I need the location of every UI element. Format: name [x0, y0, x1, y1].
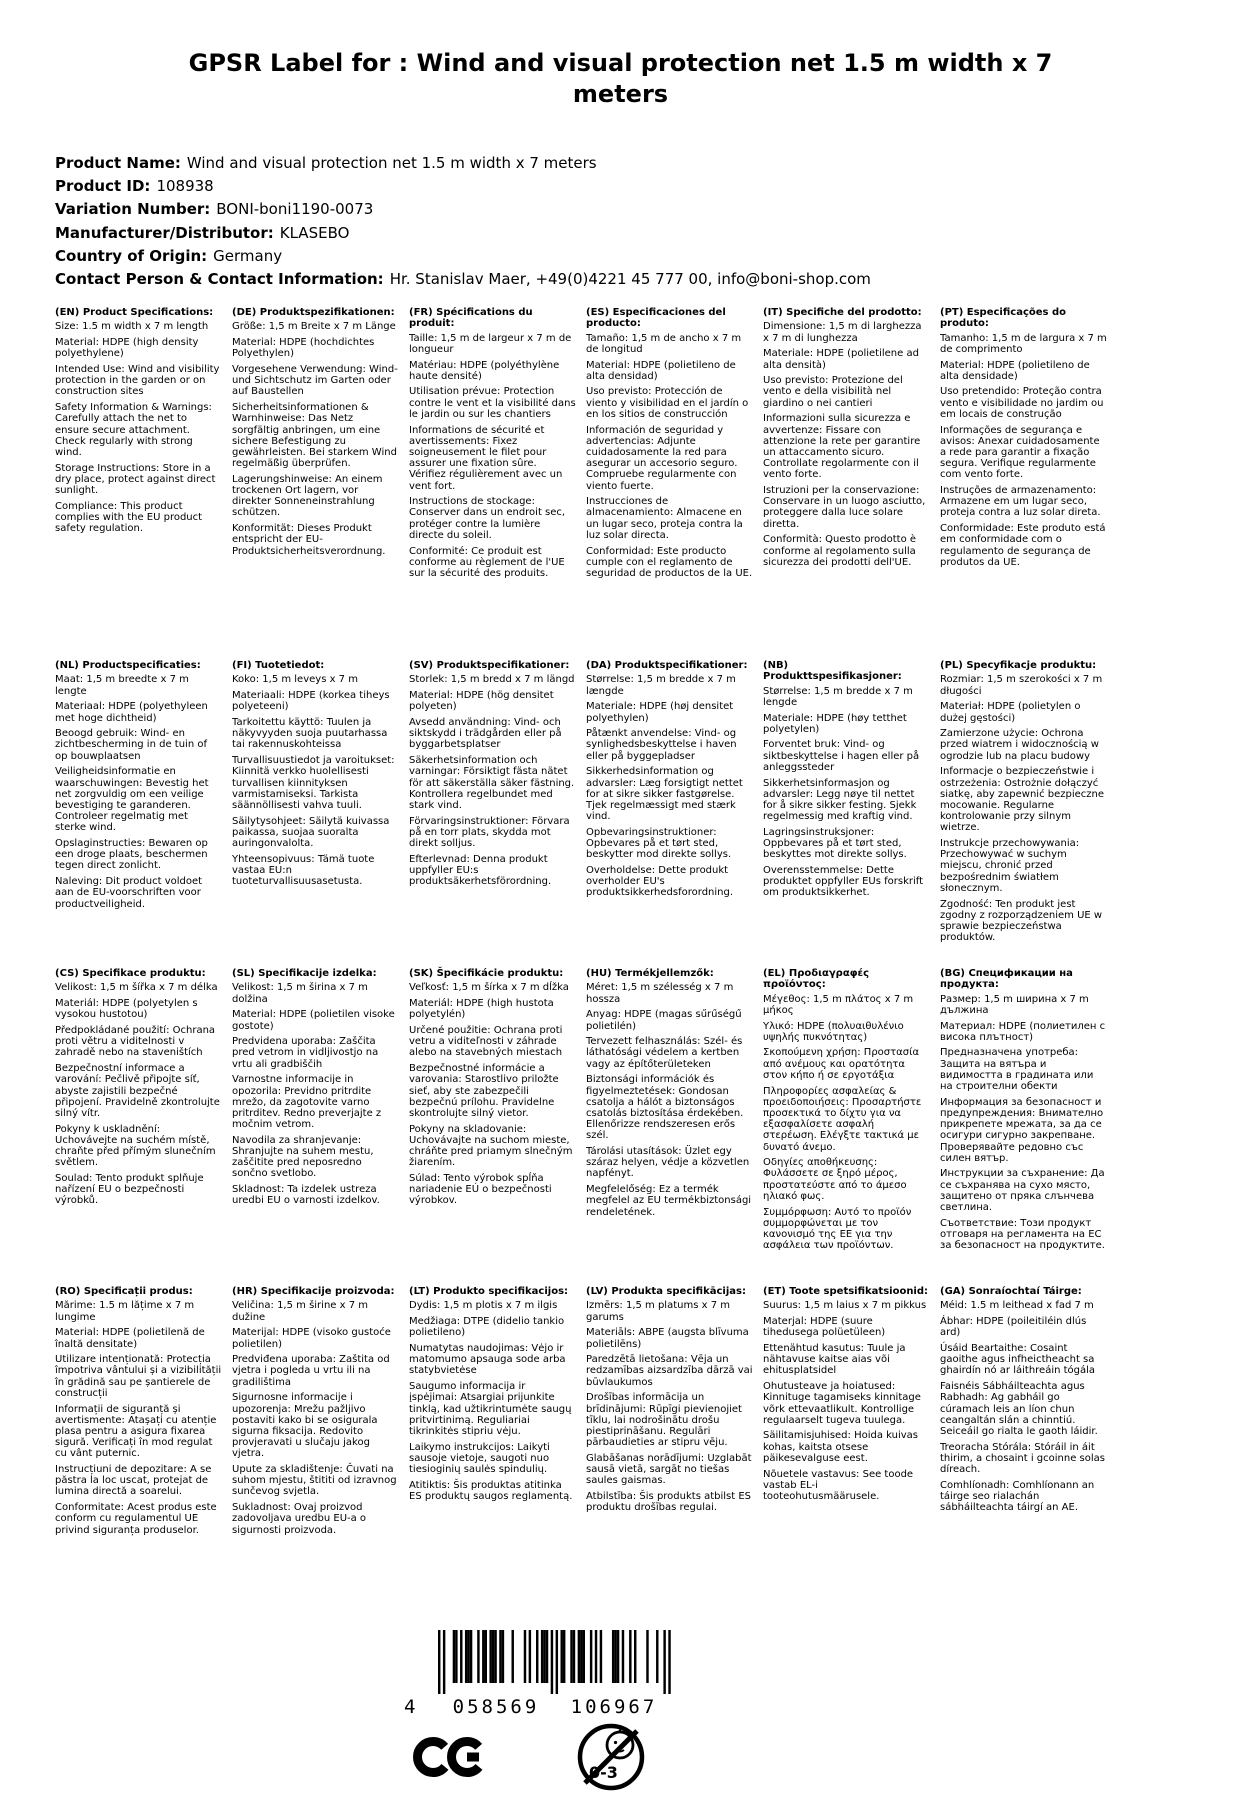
section-heading: (FR) Spécifications du produit:	[409, 307, 533, 330]
country-of-origin-row	[55, 245, 1241, 268]
section-paragraph: Υλικό: HDPE (πολυαιθυλένιο υψηλής πυκνότητας)	[763, 1020, 904, 1043]
section-paragraph: Treoracha Stórála: Stóráil in áit thirim, a chosaint i gcoinne solas díreach.	[940, 1441, 1105, 1476]
section-paragraph: Nõuetele vastavus: See toode vastab EL-i tooteohutusmäärusele.	[763, 1468, 914, 1502]
language-section-bg	[940, 968, 1107, 1286]
section-paragraph: Anyag: HDPE (magas sűrűségű polietilén)	[586, 1009, 742, 1032]
section-paragraph: Lagringsinstruksjoner: Oppbevares på et tørt sted, beskyttes mot direkte sollys.	[763, 826, 907, 861]
section-paragraph: Sicherheitsinformationen & Warnhinweise: Das Netz sorgfältig anbringen, um eine sichere Befestigung zu gewährleisten. Bei starkem Wind regelmäßig überprüfen.	[232, 402, 397, 470]
language-section-sv	[409, 660, 576, 968]
section-paragraph: Skladnost: Ta izdelek ustreza uredbi EU o varnosti izdelkov.	[232, 1184, 380, 1207]
ean13-barcode	[390, 1630, 690, 1720]
section-paragraph: Materijal: HDPE (visoko gustoće polietilen)	[232, 1327, 391, 1350]
language-section-sl	[232, 968, 399, 1286]
section-paragraph: Predvidena uporaba: Zaščita pred vetrom in vidljivostjo na vrtu ali gradbiščih	[232, 1036, 379, 1070]
language-section-de	[232, 307, 399, 660]
section-paragraph: Uso previsto: Protección de viento y visibilidad en el jardín o en los sitios de construcción	[586, 386, 749, 420]
barcode-group2: 106967	[570, 1696, 658, 1718]
section-paragraph: Tamaño: 1,5 m de ancho x 7 m de longitud	[586, 332, 742, 355]
section-paragraph: Conformidad: Este producto cumple con el reglamento de seguridad de productos de la UE.	[586, 545, 753, 579]
section-paragraph: Maat: 1,5 m breedte x 7 m lengte	[55, 674, 189, 697]
section-paragraph: Veličina: 1,5 m širine x 7 m dužine	[232, 1300, 368, 1323]
language-section-ga	[940, 1286, 1107, 1540]
section-paragraph: Laikymo instrukcijos: Laikyti sausoje vietoje, saugoti nuo tiesioginių saulės spindulių.	[409, 1441, 550, 1476]
language-section-ro	[55, 1286, 222, 1540]
section-paragraph: Paredzētā lietošana: Vēja un redzamības aizsardzība dārzā vai būvlaukumos	[586, 1354, 753, 1388]
language-section-it	[763, 307, 930, 660]
section-paragraph: Atitiktis: Šis produktas atitinka ES produktų saugos reglamentą.	[409, 1479, 573, 1502]
section-paragraph: Materiał: HDPE (polietylen o dużej gęstości)	[940, 701, 1081, 724]
section-paragraph: Πληροφορίες ασφαλείας & προειδοποιήσεις: Προσαρτήστε προσεκτικά το δίχτυ για να εξασφαλίσετε ασφαλή στερέωση. Ελέγξτε τακτικά με δυνατό άνεμο.	[763, 1085, 922, 1153]
section-paragraph: Intended Use: Wind and visibility protection in the garden or on construction sites	[55, 364, 220, 398]
section-paragraph: Méid: 1.5 m leithead x fad 7 m	[940, 1300, 1094, 1312]
language-section-pt	[940, 307, 1107, 660]
section-paragraph: Σκοπούμενη χρήση: Προστασία από ανέμους και ορατότητα στον κήπο ή σε εργοτάξια	[763, 1047, 920, 1081]
section-heading: (NL) Productspecificaties:	[55, 660, 201, 672]
section-paragraph: Conformidade: Este produto está em conformidade com o regulamento de segurança de produtos da UE.	[940, 523, 1106, 568]
section-paragraph: Инструкции за съхранение: Да се съхранява на сухо място, защитено от пряка слънчева светлина.	[940, 1168, 1105, 1214]
country-of-origin-value: Germany	[213, 246, 283, 265]
section-heading: (HU) Termékjellemzők:	[586, 968, 714, 980]
section-heading: (SK) Špecifikácie produktu:	[409, 968, 564, 980]
language-section-nl	[55, 660, 222, 968]
barcode-left-digit: 4	[404, 1696, 416, 1718]
variation-number-label: Variation Number:	[55, 200, 211, 219]
section-paragraph: Conformité: Ce produit est conforme au règlement de l'UE sur la sécurité des produits.	[409, 545, 565, 579]
section-paragraph: Overensstemmelse: Dette produktet oppfyller EUs forskrift om produktsikkerhet.	[763, 864, 924, 899]
product-id-value: 108938	[156, 177, 214, 196]
language-section-nb	[763, 660, 930, 968]
manufacturer-label: Manufacturer/Distributor:	[55, 223, 274, 242]
section-heading: (SL) Specifikacije izdelka:	[232, 968, 377, 980]
section-paragraph: Comhlíonadh: Comhlíonann an táirge seo rialachán sábháilteachta táirgí an AE.	[940, 1479, 1095, 1514]
section-paragraph: Megfelelőség: Ez a termék megfelel az EU termékbiztonsági rendeletének.	[586, 1184, 752, 1218]
language-section-el	[763, 968, 930, 1286]
section-paragraph: Størrelse: 1,5 m bredde x 7 m længde	[586, 674, 736, 697]
section-paragraph: Информация за безопасност и предупреждения: Внимателно прикрепете мрежата, за да се осигури сигурно закрепване. Проверявайте редовно със силен вятър.	[940, 1096, 1104, 1164]
section-paragraph: Conformitate: Acest produs este conform cu regulamentul UE privind siguranța produselor.	[55, 1502, 217, 1536]
section-heading: (FI) Tuotetiedot:	[232, 660, 325, 672]
section-paragraph: Tárolási utasítások: Üzlet egy száraz helyen, védje a közvetlen napfényt.	[586, 1146, 750, 1180]
page-title: GPSR Label for : Wind and visual protection net 1.5 m width x 7 meters	[188, 49, 1053, 108]
section-heading: (NB) Produkttspesifikasjoner:	[763, 660, 902, 683]
language-section-fi	[232, 660, 399, 968]
contact-row	[55, 268, 1241, 291]
barcode-group1: 058569	[452, 1696, 540, 1718]
section-paragraph: Påtænkt anvendelse: Vind- og synlighedsbeskyttelse i haven eller på byggepladser	[586, 728, 737, 762]
section-paragraph: Materiale: HDPE (høj densitet polyethylen)	[586, 701, 734, 724]
section-paragraph: Ohutusteave ja hoiatused: Kinnituge tagamiseks kinnitage võrk ettevaatlikult. Kontrollige regulaarselt tugeva tuulega.	[763, 1381, 921, 1426]
language-section-pl	[940, 660, 1107, 968]
age-warning-0-3-icon	[574, 1714, 648, 1794]
section-paragraph: Materjal: HDPE (suure tihedusega polüetüleen)	[763, 1316, 886, 1339]
section-paragraph: Материал: HDPE (полиетилен с висока плътност)	[940, 1020, 1106, 1043]
language-section-lt	[409, 1286, 576, 1540]
section-paragraph: Dimensione: 1,5 m di larghezza x 7 m di lunghezza	[763, 321, 922, 344]
section-heading: (HR) Specifikacije proizvoda:	[232, 1286, 395, 1298]
section-paragraph: Materiaal: HDPE (polyethyleen met hoge dichtheid)	[55, 701, 208, 724]
section-paragraph: Συμμόρφωση: Αυτό το προϊόν συμμορφώνεται με τον κανονισμό της ΕΕ για την ασφάλεια των προϊόντων.	[763, 1206, 912, 1252]
section-paragraph: Naleving: Dit product voldoet aan de EU-voorschriften voor productveiligheid.	[55, 876, 203, 910]
section-paragraph: Bezpečnostní informace a varování: Pečlivě připojte síť, abyste zajistili bezpečné připojení. Pravidelně zkontrolujte silný vítr.	[55, 1063, 220, 1119]
section-heading: (LT) Produkto specifikacijos:	[409, 1286, 569, 1298]
section-paragraph: Conformità: Questo prodotto è conforme al regolamento sulla sicurezza dei prodotti dell'UE.	[763, 534, 917, 568]
section-heading: (IT) Specifiche del prodotto:	[763, 307, 922, 319]
section-paragraph: Faisnéis Sábháilteachta agus Rabhadh: Ag gabháil go cúramach leis an líon chun ceangaltán slán a chinntiú. Seiceáil go rialta le gaoth láidir.	[940, 1381, 1098, 1437]
section-paragraph: Material: HDPE (hög densitet polyeten)	[409, 690, 554, 713]
section-paragraph: Material: HDPE (polietilenă de înaltă densitate)	[55, 1327, 205, 1350]
section-paragraph: Veľkosť: 1,5 m šírka x 7 m dĺžka	[409, 982, 569, 994]
section-paragraph: Avsedd användning: Vind- och siktskydd i trädgården eller på byggarbetsplatser	[409, 717, 562, 751]
section-paragraph: Informacje o bezpieczeństwie i ostrzeżenia: Ostrożnie dołączyć siatkę, aby zapewnić bezpieczne mocowanie. Regularne kontrolowanie przy silnym wietrze.	[940, 766, 1105, 834]
product-id-label: Product ID:	[55, 177, 151, 196]
section-paragraph: Méret: 1,5 m szélesség x 7 m hossza	[586, 982, 734, 1005]
language-section-sk	[409, 968, 576, 1286]
section-paragraph: Dydis: 1,5 m plotis x 7 m ilgis	[409, 1300, 558, 1312]
section-paragraph: Størrelse: 1,5 m bredde x 7 m lengde	[763, 685, 913, 708]
section-paragraph: Matériau: HDPE (polyéthylène haute densité)	[409, 359, 560, 382]
product-name-label: Product Name:	[55, 154, 181, 172]
section-paragraph: Predviđena uporaba: Zaštita od vjetra i pogleda u vrtu ili na gradilištima	[232, 1354, 390, 1388]
section-paragraph: Uso previsto: Protezione del vento e della visibilità nel giardino o nei cantieri	[763, 375, 903, 409]
section-paragraph: Upute za skladištenje: Čuvati na suhom mjestu, štititi od izravnog sunčevog svjetla.	[232, 1464, 397, 1498]
section-paragraph: Velikost: 1,5 m šířka x 7 m délka	[55, 982, 218, 994]
section-heading: (PL) Specyfikacje produktu:	[940, 660, 1097, 672]
section-paragraph: Instrucțiuni de depozitare: A se păstra la loc uscat, protejat de lumina directă a soarelui.	[55, 1464, 212, 1498]
language-section-lv	[586, 1286, 753, 1540]
section-paragraph: Glabāšanas norādījumi: Uzglabāt sausā vietā, sargāt no tiešas saules gaismas.	[586, 1452, 752, 1487]
product-name-value: Wind and visual protection net 1.5 m width x 7 meters	[186, 154, 597, 172]
section-heading: (CS) Specifikace produktu:	[55, 968, 206, 980]
section-paragraph: Efterlevnad: Denna produkt uppfyller EU:s produktsäkerhetsförordning.	[409, 853, 552, 888]
section-paragraph: Turvallisuustiedot ja varoitukset: Kiinnitä verkko huolellisesti turvallisen kiinnityksen varmistamiseksi. Tarkista säännöllisesti vahva tuuli.	[232, 755, 395, 811]
section-paragraph: Konformität: Dieses Produkt entspricht der EU-Produktsicherheitsverordnung.	[232, 523, 386, 557]
section-heading: (DE) Produktspezifikationen:	[232, 307, 395, 319]
section-paragraph: Mărime: 1.5 m lățime x 7 m lungime	[55, 1300, 195, 1323]
section-paragraph: Materiaali: HDPE (korkea tiheys polyeteeni)	[232, 690, 390, 713]
section-paragraph: Opslaginstructies: Bewaren op een droge plaats, beschermen tegen direct zonlicht.	[55, 838, 208, 872]
section-paragraph: Size: 1.5 m width x 7 m length	[55, 321, 209, 333]
section-paragraph: Tervezett felhasználás: Szél- és láthatósági védelem a kertben vagy az építőterületeken	[586, 1036, 743, 1070]
language-section-cs	[55, 968, 222, 1286]
section-paragraph: Koko: 1,5 m leveys x 7 m	[232, 674, 358, 686]
section-paragraph: Lagerungshinweise: An einem trockenen Ort lagern, vor direkter Sonneneinstrahlung schützen.	[232, 473, 383, 519]
section-paragraph: Sikkerhetsinformasjon og advarsler: Legg nøye til nettet for å sikre sikker festing. Sjekk regelmessig med kraftig vind.	[763, 777, 917, 823]
section-paragraph: Storage Instructions: Store in a dry place, protect against direct sunlight.	[55, 462, 216, 497]
section-paragraph: Säilitamisjuhised: Hoida kuivas kohas, kaitsta otsese päikesevalguse eest.	[763, 1430, 919, 1464]
section-paragraph: Súlad: Tento výrobok spĺňa nariadenie EÚ o bezpečnosti výrobkov.	[409, 1172, 552, 1207]
section-paragraph: Οδηγίες αποθήκευσης: Φυλάσσετε σε ξηρό μέρος, προστατεύστε από το άμεσο ηλιακό φως.	[763, 1157, 907, 1202]
section-paragraph: Μέγεθος: 1,5 m πλάτος x 7 m μήκος	[763, 993, 914, 1016]
section-heading: (SV) Produktspecifikationer:	[409, 660, 570, 672]
section-paragraph: Informations de sécurité et avertissements: Fixez soigneusement le filet pour assurer une fixation sûre. Vérifiez régulièrement avec un vent fort.	[409, 424, 563, 492]
section-paragraph: Sikkerhedsinformation og advarsler: Læg forsigtigt nettet for at sikre sikker fastgørelse. Tjek regelmæssigt med stærk vind.	[586, 766, 743, 823]
section-paragraph: Utilisation prévue: Protection contre le vent et la visibilité dans le jardin ou sur les chantiers	[409, 386, 576, 420]
section-paragraph: Material: HDPE (hochdichtes Polyethylen)	[232, 337, 375, 360]
section-paragraph: Soulad: Tento produkt splňuje nařízení EU o bezpečnosti výrobků.	[55, 1172, 204, 1207]
product-name-row	[55, 152, 1241, 175]
section-paragraph: Veiligheidsinformatie en waarschuwingen: Bevestig het net zorgvuldig om een veilige bevestiging te garanderen. Controleer regelmatig met sterke wind.	[55, 766, 209, 834]
section-paragraph: Storlek: 1,5 m bredd x 7 m längd	[409, 674, 575, 686]
section-paragraph: Suurus: 1,5 m laius x 7 m pikkus	[763, 1300, 927, 1312]
age-warning-text: 0-3	[589, 1763, 618, 1782]
section-paragraph: Предназначена употреба: Защита на вятъра и видимостта в градината или на строителни обекти	[940, 1047, 1094, 1093]
section-paragraph: Compliance: This product complies with the EU product safety regulation.	[55, 500, 203, 535]
section-paragraph: Materiál: HDPE (high hustota polyetylén)	[409, 998, 554, 1021]
section-heading: (EN) Product Specifications:	[55, 307, 214, 319]
section-paragraph: Instrucciones de almacenamiento: Almacene en un lugar seco, proteja contra la luz solar directa.	[586, 496, 743, 541]
section-paragraph: Instruções de armazenamento: Armazene em um lugar seco, proteja contra a luz solar direta.	[940, 485, 1101, 519]
section-paragraph: Numatytas naudojimas: Vėjo ir matomumo apsauga sode arba statybvietėse	[409, 1343, 566, 1377]
section-paragraph: Předpokládané použití: Ochrana proti větru a viditelnosti v zahradě nebo na staveništích	[55, 1025, 216, 1059]
manufacturer-row	[55, 222, 1241, 245]
section-paragraph: Ettenähtud kasutus: Tuule ja nähtavuse kaitse aias või ehitusplatsidel	[763, 1343, 906, 1377]
section-paragraph: Saugumo informacija ir įspėjimai: Atsargiai prijunkite tinklą, kad užtikrintumėte saugų pritvirtinimą. Reguliariai tikrinkitės stipriu vėju.	[409, 1381, 572, 1437]
section-paragraph: Materiál: HDPE (polyetylen s vysokou hustotou)	[55, 998, 198, 1021]
section-heading: (DA) Produktspecifikationer:	[586, 660, 748, 672]
section-paragraph: Taille: 1,5 m de largeur x 7 m de longueur	[409, 332, 572, 355]
product-info-block	[55, 152, 1241, 291]
variation-number-value: BONI-boni1190-0073	[216, 200, 374, 219]
section-heading: (BG) Спецификации на продукта:	[940, 968, 1073, 991]
ce-mark-icon	[413, 1732, 489, 1782]
section-paragraph: Säilytysohjeet: Säilytä kuivassa paikassa, suojaa suoralta auringonvalolta.	[232, 815, 390, 850]
section-paragraph: Размер: 1,5 m ширина x 7 m дължина	[940, 993, 1089, 1016]
section-paragraph: Съответствие: Този продукт отговаря на регламента на ЕС за безопасност на продуктите.	[940, 1217, 1105, 1252]
section-paragraph: Instructions de stockage: Conserver dans un endroit sec, protéger contre la lumière directe du soleil.	[409, 496, 566, 541]
language-section-et	[763, 1286, 930, 1540]
section-paragraph: Medžiaga: DTPE (didelio tankio polietileno)	[409, 1316, 565, 1339]
language-section-fr	[409, 307, 576, 660]
section-paragraph: Istruzioni per la conservazione: Conservare in un luogo asciutto, proteggere dalla luce solare diretta.	[763, 485, 926, 530]
language-section-en	[55, 307, 222, 660]
language-sections-grid	[55, 307, 1241, 1540]
product-id-row	[55, 175, 1241, 198]
section-paragraph: Biztonsági információk és figyelmeztetések: Gondosan csatolja a hálót a biztonságos csatolás biztosítása érdekében. Ellenőrizze rendszeresen erős szél.	[586, 1074, 744, 1142]
section-paragraph: Forventet bruk: Vind- og siktbeskyttelse i hagen eller på anleggssteder	[763, 739, 920, 773]
section-paragraph: Navodila za shranjevanje: Shranjujte na suhem mestu, zaščitite pred neposredno sončno svetlobo.	[232, 1134, 374, 1180]
section-paragraph: Informații de siguranță și avertismente: Atașați cu atenție plasa pentru a asigura fixarea sigură. Verificați în mod regulat cu vânt puternic.	[55, 1403, 217, 1460]
language-section-es	[586, 307, 753, 660]
section-paragraph: Säkerhetsinformation och varningar: Försiktigt fästa nätet för att säkerställa säker fästning. Kontrollera regelbundet med stark vind.	[409, 755, 575, 811]
language-section-da	[586, 660, 753, 968]
section-paragraph: Atbilstība: Šis produkts atbilst ES produktu drošības regulai.	[586, 1490, 752, 1514]
section-paragraph: Rozmiar: 1,5 m szerokości x 7 m długości	[940, 674, 1103, 697]
section-paragraph: Tamanho: 1,5 m de largura x 7 m de comprimento	[940, 332, 1107, 355]
country-of-origin-label: Country of Origin:	[55, 246, 208, 265]
section-paragraph: Opbevaringsinstruktioner: Opbevares på et tørt sted, beskytter mod direkte sollys.	[586, 826, 732, 861]
section-paragraph: Yhteensopivuus: Tämä tuote vastaa EU:n tuoteturvallisuusasetusta.	[232, 853, 375, 888]
manufacturer-value: KLASEBO	[279, 223, 350, 242]
section-heading: (PT) Especificações do produto:	[940, 307, 1066, 330]
section-paragraph: Instrukcje przechowywania: Przechowywać w suchym miejscu, chronić przed bezpośrednim światłem słonecznym.	[940, 838, 1080, 894]
section-paragraph: Pokyny na skladovanie: Uchovávajte na suchom mieste, chráňte pred priamym slnečným žiarením.	[409, 1123, 573, 1169]
section-paragraph: Förvaringsinstruktioner: Förvara på en torr plats, skydda mot direkt solljus.	[409, 815, 570, 850]
section-paragraph: Sukladnost: Ovaj proizvod zadovoljava uredbu EU-a o sigurnosti proizvoda.	[232, 1502, 367, 1536]
section-paragraph: Utilizare intenționată: Protecția împotriva vântului și a vizibilității în grădină sau pe șantierele de construcții	[55, 1354, 222, 1399]
contact-value: Hr. Stanislav Maer, +49(0)4221 45 777 00, info@boni-shop.com	[389, 270, 871, 289]
section-paragraph: Materiale: HDPE (polietilene ad alta densità)	[763, 348, 919, 371]
section-paragraph: Material: HDPE (high density polyethylene)	[55, 337, 199, 360]
section-paragraph: Vorgesehene Verwendung: Wind- und Sichtschutz im Garten oder auf Baustellen	[232, 364, 398, 398]
section-paragraph: Safety Information & Warnings: Carefully attach the net to ensure secure attachment. Check regularly with strong wind.	[55, 402, 212, 458]
section-paragraph: Tarkoitettu käyttö: Tuulen ja näkyvyyden suoja puutarhassa tai rakennuskohteissa	[232, 717, 388, 751]
section-paragraph: Určené použitie: Ochrana proti vetru a viditeľnosti v záhrade alebo na stavebných miestach	[409, 1025, 563, 1059]
section-paragraph: Sigurnosne informacije i upozorenja: Mrežu pažljivo postaviti kako bi se osigurala sigurna fiksacija. Redovito provjeravati u slučaju jakog vjetra.	[232, 1392, 378, 1460]
contact-label: Contact Person & Contact Information:	[55, 270, 384, 289]
section-paragraph: Velikost: 1,5 m širina x 7 m dolžina	[232, 982, 368, 1005]
section-paragraph: Informazioni sulla sicurezza e avvertenze: Fissare con attenzione la rete per garantire un attaccamento sicuro. Controllate regolarmente con il vento forte.	[763, 413, 921, 481]
section-paragraph: Materiāls: ABPE (augsta blīvuma polietilēns)	[586, 1327, 749, 1350]
section-paragraph: Informações de segurança e avisos: Anexar cuidadosamente a rede para garantir a fixação segura. Verifique regularmente com vento forte.	[940, 424, 1100, 481]
variation-number-row	[55, 198, 1241, 221]
section-paragraph: Material: HDPE (polietileno de alta densidade)	[940, 359, 1090, 382]
section-paragraph: Izmērs: 1,5 m platums x 7 m garums	[586, 1300, 730, 1323]
section-paragraph: Uso pretendido: Proteção contra vento e visibilidade no jardim ou em locais de construção	[940, 386, 1104, 420]
section-heading: (EL) Προδιαγραφές προϊόντος:	[763, 968, 870, 991]
section-paragraph: Zamierzone użycie: Ochrona przed wiatrem i widocznością w ogrodzie lub na placu budowy	[940, 728, 1099, 762]
language-section-hu	[586, 968, 753, 1286]
section-paragraph: Overholdelse: Dette produkt overholder EU's produktsikkerhedsforordning.	[586, 864, 734, 899]
language-section-hr	[232, 1286, 399, 1540]
section-heading: (LV) Produkta specifikācijas:	[586, 1286, 746, 1298]
section-paragraph: Pokyny k uskladnění: Uchovávejte na suchém místě, chraňte před přímým slunečním světlem.	[55, 1123, 216, 1169]
section-paragraph: Materiale: HDPE (høy tetthet polyetylen)	[763, 712, 907, 735]
section-paragraph: Bezpečnostné informácie a varovania: Starostlivo priložte sieť, aby ste zabezpečili bezpečnú prílohu. Pravidelne skontrolujte silný vietor.	[409, 1063, 559, 1119]
section-heading: (ES) Especificaciones del producto:	[586, 307, 726, 330]
section-paragraph: Material: HDPE (polietilen visoke gostote)	[232, 1009, 395, 1032]
section-paragraph: Zgodność: Ten produkt jest zgodny z rozporządzeniem UE w sprawie bezpieczeństwa produktów.	[940, 898, 1103, 944]
barcode-bars	[438, 1630, 671, 1694]
section-heading: (GA) Sonraíochtaí Táirge:	[940, 1286, 1082, 1298]
section-paragraph: Varnostne informacije in opozorila: Previdno pritrdite mrežo, da zagotovite varno pritrditev. Redno preverjajte z močnim vetrom.	[232, 1074, 382, 1131]
section-paragraph: Drošības informācija un brīdinājumi: Rūpīgi pievienojiet tīklu, lai nodrošinātu drošu piestiprināšanu. Regulāri pārbaudieties ar stipru vēju.	[586, 1392, 742, 1449]
section-paragraph: Material: HDPE (polietileno de alta densidad)	[586, 359, 736, 382]
section-paragraph: Información de seguridad y advertencias: Adjunte cuidadosamente la red para asegurar un accesorio seguro. Compruebe regularmente con viento fuerte.	[586, 424, 738, 492]
section-paragraph: Beoogd gebruik: Wind- en zichtbescherming in de tuin of op bouwplaatsen	[55, 728, 207, 762]
section-heading: (ET) Toote spetsifikatsioonid:	[763, 1286, 929, 1298]
section-heading: (RO) Specificații produs:	[55, 1286, 193, 1298]
section-paragraph: Úsáid Beartaithe: Cosaint gaoithe agus infheictheacht sa ghairdín nó ar láithreáin tógála	[940, 1343, 1096, 1377]
section-paragraph: Größe: 1,5 m Breite x 7 m Länge	[232, 321, 396, 333]
section-paragraph: Ábhar: HDPE (poileitiléin dlús ard)	[940, 1316, 1087, 1339]
